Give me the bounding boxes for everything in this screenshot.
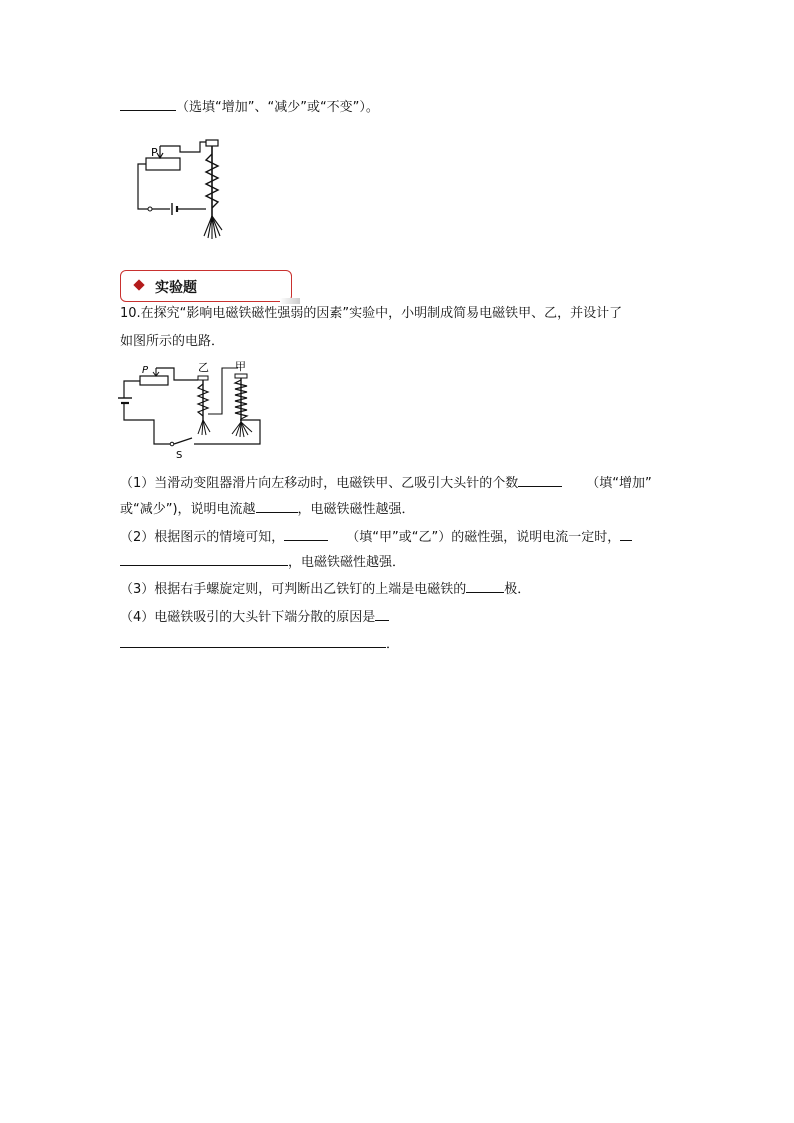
label-p: P xyxy=(142,365,149,376)
nail-head xyxy=(206,140,218,146)
rheostat-box xyxy=(146,158,180,170)
q10-sub1-line1 xyxy=(120,472,652,493)
diamond-icon xyxy=(133,279,144,290)
q10-sub1-text-a: （1）当滑动变阻器滑片向左移动时，电磁铁甲、乙吸引大头针的个数 xyxy=(120,476,519,491)
top-line-text: （选填“增加”、“减少”或“不变”）。 xyxy=(176,100,379,115)
section-shadow xyxy=(280,298,300,304)
answer-blank[interactable] xyxy=(120,96,176,111)
pins-yi xyxy=(198,420,210,435)
answer-blank[interactable] xyxy=(466,578,504,593)
q10-sub1-text-d: ，电磁铁磁性越强． xyxy=(297,502,415,517)
q10-sub3-text-a: （3）根据右手螺旋定则，可判断出乙铁钉的上端是电磁铁的 xyxy=(120,582,467,597)
answer-blank[interactable] xyxy=(120,551,288,566)
label-p: P xyxy=(151,146,158,159)
answer-blank[interactable] xyxy=(120,633,386,648)
q10-sub2-line1 xyxy=(120,526,632,547)
answer-blank[interactable] xyxy=(375,606,389,621)
q10-sub1-text-b: （填“增加” xyxy=(586,476,652,491)
pins xyxy=(204,216,222,239)
q10-sub4-end: ． xyxy=(386,637,400,652)
top-fill-line xyxy=(120,96,379,117)
section-title: 实验题 xyxy=(155,280,197,296)
label-yi: 乙 xyxy=(198,361,209,374)
answer-blank[interactable] xyxy=(284,526,328,541)
q10-sub3-text-b: 极． xyxy=(504,582,531,597)
answer-blank[interactable] xyxy=(620,526,632,541)
section-header xyxy=(120,270,292,302)
pins-jia xyxy=(232,422,252,437)
rheostat-box xyxy=(140,376,168,385)
label-jia: 甲 xyxy=(235,360,246,373)
label-s: S xyxy=(176,450,183,461)
q10-sub4-line1 xyxy=(120,606,389,627)
q10-sub2-text-b: （填“甲”或“乙”）的磁性强，说明电流一定时， xyxy=(346,530,621,545)
q10-sub3-line xyxy=(120,578,530,599)
q10-sub4-line2 xyxy=(120,633,399,654)
q10-stem-line2: 如图所示的电路． xyxy=(120,334,225,349)
q10-sub2-text-c: ，电磁铁磁性越强． xyxy=(288,555,406,570)
q10-sub1-line2 xyxy=(120,498,415,519)
q10-sub1-text-c: 或“减少”)，说明电流越 xyxy=(120,502,256,517)
q10-stem-line1: 10.在探究“影响电磁铁磁性强弱的因素”实验中，小明制成简易电磁铁甲、乙，并设计了 xyxy=(120,306,623,321)
answer-blank[interactable] xyxy=(518,472,562,487)
answer-blank[interactable] xyxy=(256,498,298,513)
circuit-figure-2 xyxy=(118,358,268,462)
q10-sub4-text-a: （4）电磁铁吸引的大头针下端分散的原因是 xyxy=(120,610,376,625)
q10-sub2-text-a: （2）根据图示的情境可知， xyxy=(120,530,285,545)
q10-sub2-line2 xyxy=(120,551,405,572)
circuit-figure-1 xyxy=(120,132,230,242)
